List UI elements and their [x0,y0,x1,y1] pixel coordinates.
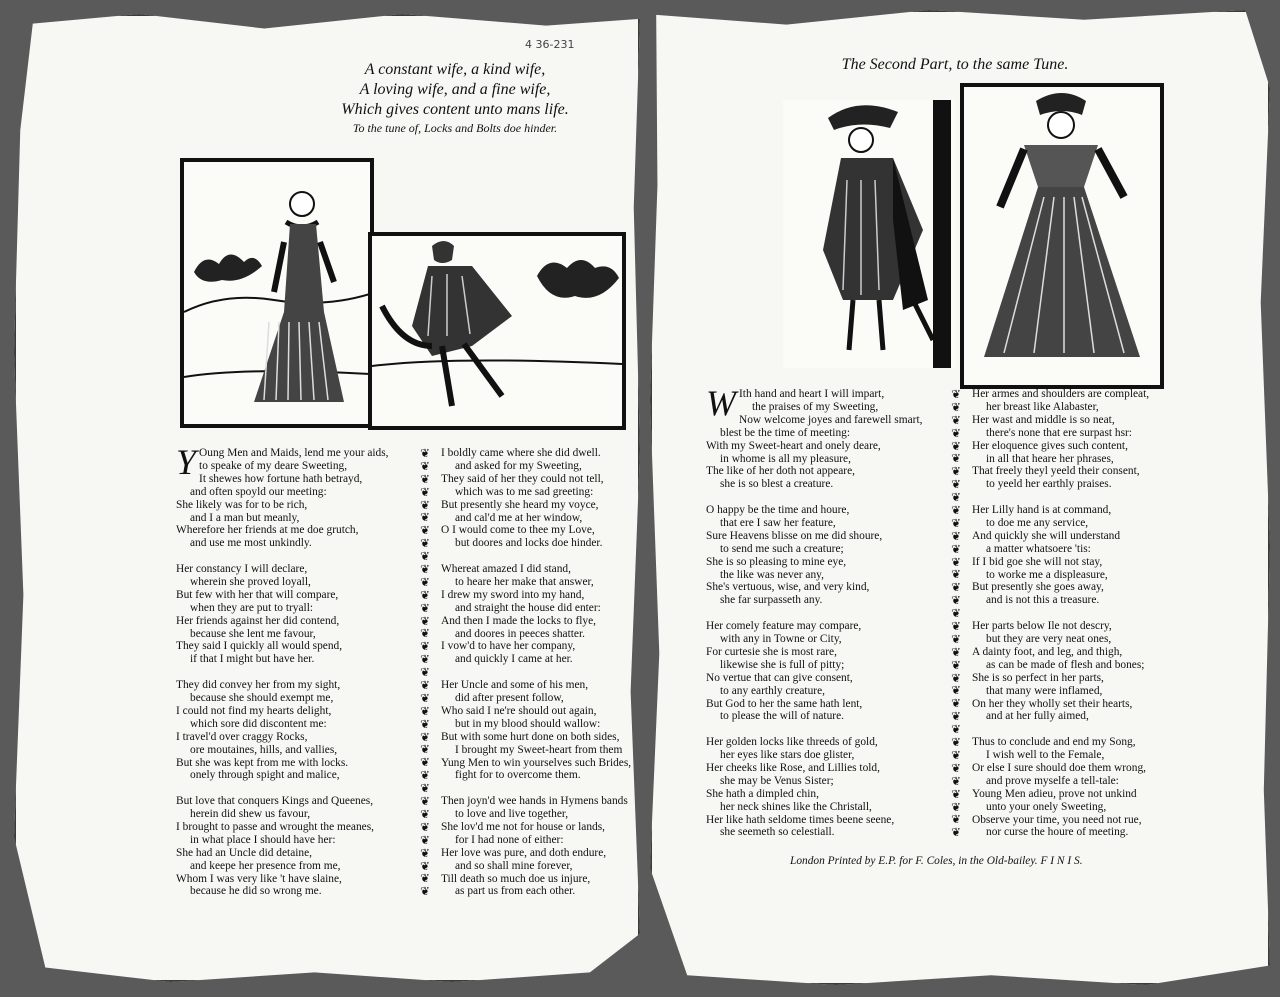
verse-line: she is so blest a creature. [720,478,834,491]
verse-line: there's none that ere surpast hsr: [986,426,1132,439]
stanza [176,795,414,898]
stanza [441,795,641,898]
verse-line: That freely theyl yeeld their consent, [972,465,1140,478]
drop-cap: W [706,383,736,423]
fleuron-icon: ❦ [420,639,430,654]
verse-line: and cal'd me at her window, [455,511,583,524]
verse-line: They said I quickly all would spend, [176,640,343,653]
fleuron-icon: ❦ [951,451,961,466]
fleuron-icon: ❦ [420,562,430,577]
verse-line: which was to me sad greeting: [455,485,594,498]
verse-line: and often spoyld our meeting: [190,485,327,498]
fleuron-icon: ❦ [420,819,430,834]
fleuron-icon: ❦ [420,497,430,512]
verse-line: to please the will of nature. [720,710,844,723]
fleuron-icon: ❦ [420,613,430,628]
fleuron-icon: ❦ [951,696,961,711]
fleuron-icon: ❦ [951,412,961,427]
verse-line: as can be made of flesh and bones; [986,658,1145,671]
stanza [176,442,414,550]
verse-line: Ith hand and heart I will impart, [739,388,885,400]
verse-line: and doores in peeces shatter. [455,627,585,640]
verse-line: blest be the time of meeting: [720,426,851,439]
fleuron-icon: ❦ [951,644,961,659]
verse-line: But presently she heard my voyce, [441,498,599,511]
verse-line: fight for to overcome them. [455,769,581,782]
right-column-b [972,388,1208,852]
fleuron-icon: ❦ [420,549,430,564]
verse-line: Or else I sure should doe them wrong, [972,761,1146,774]
verse-line: and so shall mine forever, [455,859,573,872]
verse-line: and use me most unkindly. [190,537,312,550]
verse-line: They did convey her from my sight, [176,679,341,692]
verse-line: She is so pleasing to mine eye, [706,555,847,568]
verse-line: Oung Men and Maids, lend me your aids, [199,447,389,459]
title-line: The Second Part, to the same Tune. [841,56,1069,73]
verse-line: and keepe her presence from me, [190,859,341,872]
verse-line: Observe your time, you need not rue, [972,813,1142,826]
woodcut-gentleman-icon [368,232,626,430]
fleuron-icon: ❦ [420,716,430,731]
stanza [176,679,414,782]
verse-line: that many were inflamed, [986,684,1103,697]
title-line: A loving wife, and a fine wife, [359,81,551,98]
fleuron-icon: ❦ [420,678,430,693]
woodcut-lady-gown-icon [960,83,1164,389]
verse-line: in whome is all my pleasure, [720,452,851,465]
verse-line: Sure Heavens blisse on me did shoure, [706,529,883,542]
title-line: Which gives content unto mans life. [341,101,569,118]
left-column-b [441,447,641,911]
verse-line: I vow'd to have her company, [441,640,576,653]
fleuron-icon: ❦ [420,703,430,718]
verse-line: and at her fully aimed, [986,710,1089,723]
woodcut-cavalier-icon [783,100,955,368]
left-column-a [176,442,414,911]
verse-line: likewise she is full of pitty; [720,658,845,671]
verse-line: Whom I was very like 't have slaine, [176,872,342,885]
verse-line: But few with her that will compare, [176,588,339,601]
verse-line: in all that heare her phrases, [986,452,1114,465]
fleuron-icon: ❦ [420,729,430,744]
verse-line: Her comely feature may compare, [706,620,862,633]
fleuron-icon: ❦ [951,657,961,672]
fleuron-icon: ❦ [951,554,961,569]
verse-line: If I bid goe she will not stay, [972,555,1103,568]
verse-line: Now welcome joyes and farewell smart, [739,413,923,426]
verse-line: Yung Men to win yourselves such Brides, [441,756,632,769]
fleuron-icon: ❦ [951,773,961,788]
fleuron-icon: ❦ [951,799,961,814]
verse-line: Her cheeks like Rose, and Lillies told, [706,761,880,774]
verse-line: For curtesie she is most rare, [706,645,837,658]
verse-line: She lov'd me not for house or lands, [441,820,606,833]
drop-cap: Y [176,442,197,482]
verse-line: and straight the house did enter: [455,601,601,614]
fleuron-icon: ❦ [951,683,961,698]
verse-line: because she lent me favour, [190,627,316,640]
fleuron-icon: ❦ [951,619,961,634]
verse-line: but doores and locks doe hinder. [455,537,603,550]
title-line: A constant wife, a kind wife, [364,61,546,78]
fleuron-icon: ❦ [420,871,430,886]
verse-line: but they are very neat ones, [986,633,1112,645]
fleuron-icon: ❦ [951,528,961,543]
verse-line: Her golden locks like threeds of gold, [706,736,878,749]
stanza [441,563,641,666]
verse-line: to doe me any service, [986,516,1089,529]
verse-line: I brought my Sweet-heart from them [455,743,623,756]
verse-line: They said of her they could not tell, [441,472,604,485]
verse-line: which sore did discontent me: [190,717,327,730]
fleuron-icon: ❦ [420,652,430,667]
verse-line: to yeeld her earthly praises. [986,478,1112,491]
verse-line: to any earthly creature, [720,684,825,697]
fleuron-icon: ❦ [420,858,430,873]
verse-line: And then I made the locks to flye, [441,614,596,627]
verse-line: she may be Venus Sister; [720,774,834,787]
stanza [441,679,641,782]
stanza [441,447,641,550]
verse-line: nor curse the houre of meeting. [986,826,1129,839]
verse-line: to speake of my deare Sweeting, [199,459,348,472]
fleuron-icon: ❦ [951,631,961,646]
verse-line: herein did shew us favour, [190,808,311,821]
verse-line: did after present follow, [455,692,564,704]
fleuron-icon: ❦ [420,884,430,899]
verse-line: Her Lilly hand is at command, [972,504,1112,517]
fleuron-icon: ❦ [420,742,430,757]
fleuron-icon: ❦ [951,464,961,479]
verse-line: A dainty foot, and leg, and thigh, [972,645,1123,658]
verse-line: and prove myselfe a tell-tale: [986,774,1119,787]
fleuron-icon: ❦ [951,735,961,750]
verse-line: Her love was pure, and doth endure, [441,846,607,859]
verse-line: But presently she goes away, [972,581,1104,594]
verse-line: she far surpasseth any. [720,594,823,607]
fleuron-icon: ❦ [951,722,961,737]
verse-line: Her parts below Ile not descry, [972,620,1112,633]
verse-line: But she was kept from me with locks. [176,756,349,769]
stanza [176,563,414,666]
ballad-title [290,60,620,136]
verse-line: But God to her the same hath lent, [706,697,863,710]
verse-line: But with some hurt done on both sides, [441,730,620,743]
fleuron-icon: ❦ [420,458,430,473]
stanza [972,736,1208,839]
verse-line: Her Uncle and some of his men, [441,679,589,692]
verse-line: Her like hath seldome times beene seene, [706,813,895,826]
verse-line: I brought to passe and wrought the meanes, [176,820,375,833]
verse-line: and I a man but meanly, [190,511,300,524]
fleuron-icon: ❦ [951,425,961,440]
stanza [706,504,942,607]
verse-line: in what place I should have her: [190,833,336,846]
fleuron-icon: ❦ [951,477,961,492]
fleuron-icon: ❦ [420,794,430,809]
verse-line: to send me such a creature; [720,542,844,555]
verse-line: Her wast and middle is so neat, [972,413,1115,426]
verse-line: and asked for my Sweeting, [455,459,582,472]
fleuron-icon: ❦ [420,781,430,796]
fleuron-icon: ❦ [951,812,961,827]
verse-line: and quickly I came at her. [455,653,573,666]
verse-line: With my Sweet-heart and onely deare, [706,439,881,452]
fleuron-icon: ❦ [951,825,961,840]
fleuron-icon: ❦ [951,747,961,762]
fleuron-icon: ❦ [951,786,961,801]
verse-line: Till death so much doe us injure, [441,872,591,885]
fleuron-icon: ❦ [951,541,961,556]
verse-line: with any in Towne or City, [720,633,842,645]
right-column-a [706,383,942,852]
verse-line: as part us from each other. [455,885,576,898]
verse-line: for I had none of either: [455,833,564,846]
fleuron-icon: ❦ [420,484,430,499]
verse-line: Then joyn'd wee hands in Hymens bands [441,795,628,808]
verse-line: Wherefore her friends at me doe grutch, [176,524,359,537]
verse-line: But love that conquers Kings and Queenes, [176,795,374,808]
verse-line: the praises of my Sweeting, [752,400,879,413]
verse-line: I could not find my hearts delight, [176,704,332,717]
verse-line: She hath a dimpled chin, [706,787,819,800]
verse-line: that ere I saw her feature, [720,516,836,529]
verse-line: Her eloquence gives such content, [972,439,1128,452]
fleuron-icon: ❦ [420,600,430,615]
printer-imprint: London Printed by E.P. for F. Coles, in the Old-bailey. F I N I S. [790,855,1083,867]
verse-line: Her armes and shoulders are compleat, [972,388,1150,400]
verse-line: ore moutaines, hills, and vallies, [190,743,338,756]
verse-line: her neck shines like the Christall, [720,800,872,813]
fleuron-icon: ❦ [420,665,430,680]
fleuron-icon: ❦ [420,768,430,783]
fleuron-icon: ❦ [420,471,430,486]
verse-line: wherein she proved loyall, [190,575,311,588]
fleuron-icon: ❦ [951,503,961,518]
verse-line: the like was never any, [720,568,824,581]
verse-line: On her they wholly set their hearts, [972,697,1133,710]
stanza [706,736,942,839]
fleuron-icon: ❦ [951,760,961,775]
verse-line: because he did so wrong me. [190,885,322,898]
fleuron-icon: ❦ [951,670,961,685]
verse-line: and is not this a treasure. [986,594,1100,607]
verse-line: O happy be the time and houre, [706,504,850,517]
verse-line: I wish well to the Female, [986,749,1105,762]
fleuron-icon: ❦ [951,709,961,724]
verse-line: And quickly she will understand [972,529,1121,542]
second-part-title [800,55,1110,75]
verse-line: onely through spight and malice, [190,769,340,782]
fleuron-icon: ❦ [951,399,961,414]
verse-line: because she should exempt me, [190,692,334,704]
verse-line: unto your onely Sweeting, [986,800,1107,813]
catalog-stamp: 4 36-231 [525,38,575,51]
verse-line: to heare her make that answer, [455,575,594,588]
stanza [706,620,942,723]
verse-line: Who said I ne're should out again, [441,704,597,717]
verse-line: a matter whatsoere 'tis: [986,542,1091,555]
fleuron-icon: ❦ [420,832,430,847]
verse-line: to worke me a displeasure, [986,568,1108,581]
fleuron-icon: ❦ [420,587,430,602]
verse-line: No vertue that can give consent, [706,671,853,684]
verse-line: her eyes like stars doe glister, [720,749,855,762]
verse-line: Her constancy I will declare, [176,563,308,576]
ornament-border [945,388,967,839]
fleuron-icon: ❦ [420,446,430,460]
fleuron-icon: ❦ [420,690,430,705]
verse-line: she seemeth so celestiall. [720,826,835,839]
fleuron-icon: ❦ [951,438,961,453]
fleuron-icon: ❦ [420,536,430,551]
verse-line: The like of her doth not appeare, [706,465,855,478]
verse-line: O I would come to thee my Love, [441,524,595,537]
fleuron-icon: ❦ [951,606,961,621]
fleuron-icon: ❦ [951,515,961,530]
verse-line: She's vertuous, wise, and very kind, [706,581,870,594]
ornament-border [414,447,436,898]
fleuron-icon: ❦ [951,387,961,401]
verse-line: to love and live together, [455,808,569,821]
verse-line: Young Men adieu, prove not unkind [972,787,1137,800]
verse-line: I drew my sword into my hand, [441,588,585,601]
fleuron-icon: ❦ [420,510,430,525]
fleuron-icon: ❦ [420,626,430,641]
stanza [972,388,1208,491]
stanza [972,620,1208,723]
fleuron-icon: ❦ [420,845,430,860]
woodcut-lady-icon [180,158,374,428]
fleuron-icon: ❦ [951,490,961,505]
fleuron-icon: ❦ [420,523,430,538]
verse-line: her breast like Alabaster, [986,400,1099,413]
fleuron-icon: ❦ [420,574,430,589]
verse-line: Thus to conclude and end my Song, [972,736,1136,749]
verse-line: She likely was for to be rich, [176,498,308,511]
fleuron-icon: ❦ [951,567,961,582]
fleuron-icon: ❦ [420,755,430,770]
fleuron-icon: ❦ [951,580,961,595]
verse-line: I boldly came where she did dwell. [441,447,601,459]
verse-line: if that I might but have her. [190,653,315,666]
fleuron-icon: ❦ [420,806,430,821]
verse-line: She is so perfect in her parts, [972,671,1104,684]
verse-line: I travel'd over craggy Rocks, [176,730,308,743]
verse-line: Her friends against her did contend, [176,614,340,627]
verse-line: when they are put to tryall: [190,601,314,614]
stanza [706,383,942,491]
verse-line: but in my blood should wallow: [455,717,601,730]
verse-line: She had an Uncle did detaine, [176,846,313,859]
stanza [972,504,1208,607]
verse-line: It shewes how fortune hath betrayd, [199,472,363,485]
fleuron-icon: ❦ [951,593,961,608]
verse-line: Whereat amazed I did stand, [441,563,571,576]
tune-note: To the tune of, Locks and Bolts doe hinder. [352,121,558,135]
